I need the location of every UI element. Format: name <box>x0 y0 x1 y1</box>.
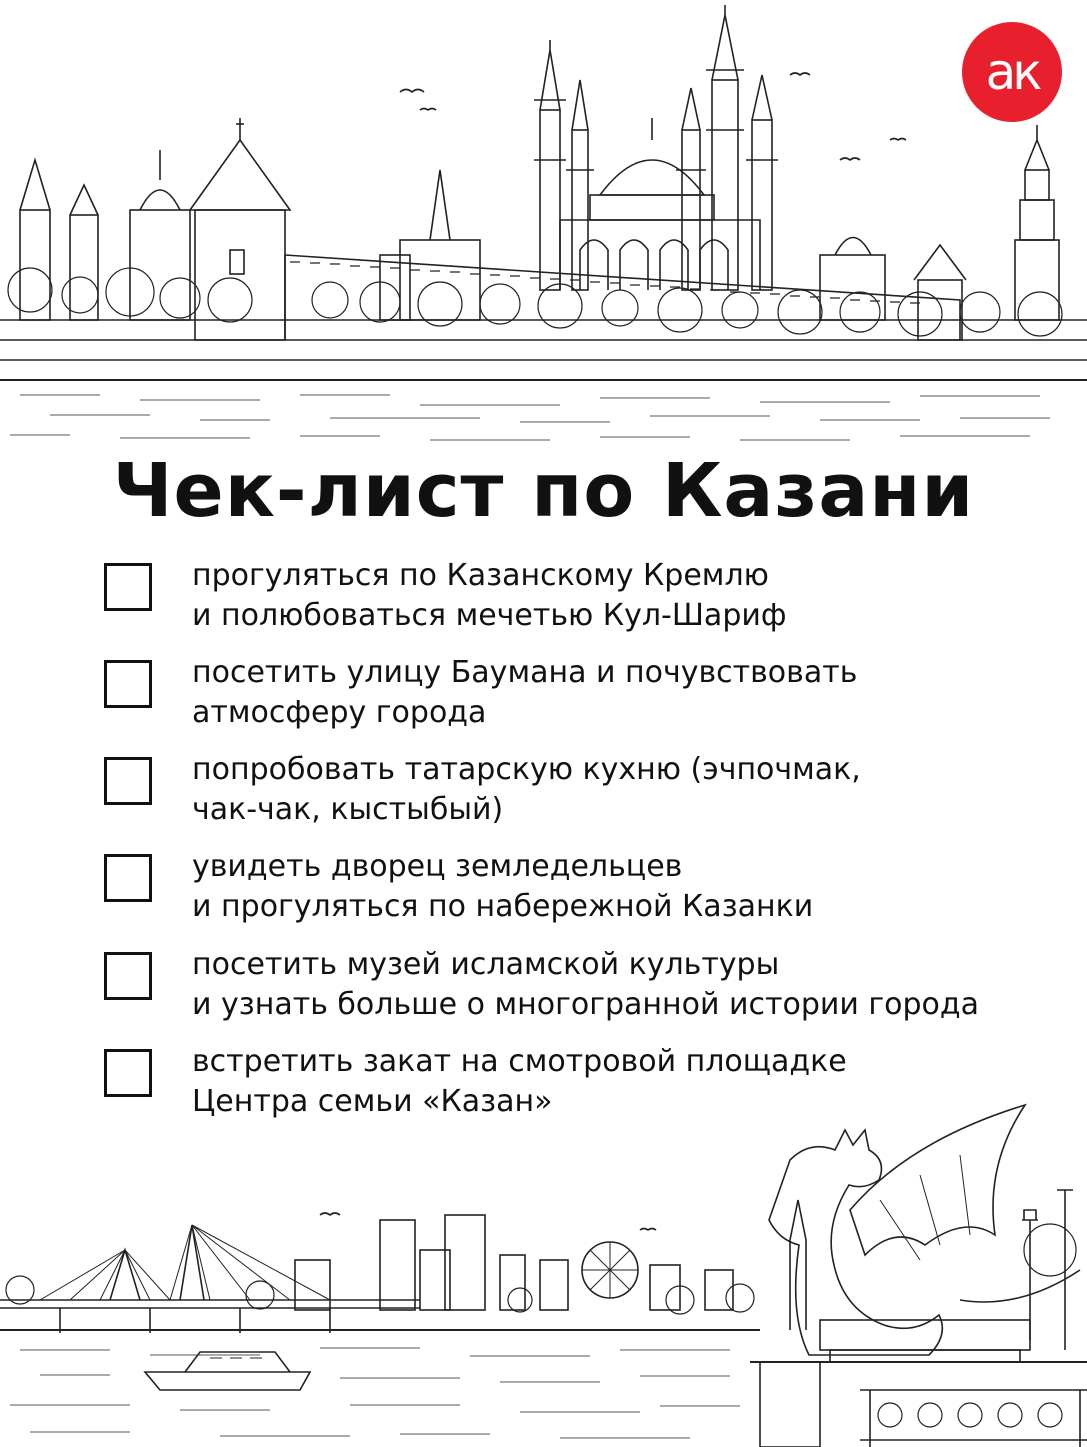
checklist-item-line: прогуляться по Казанскому Кремлю <box>192 558 769 593</box>
checklist-item-text <box>192 750 861 830</box>
checklist-item-text <box>192 653 857 733</box>
checkbox[interactable] <box>104 854 152 902</box>
kremlin-panorama-illustration <box>0 0 1087 450</box>
checklist-item-line: попробовать татарскую кухню (эчпочмак, <box>192 752 861 787</box>
checklist-item-line: увидеть дворец земледельцев <box>192 849 683 884</box>
checklist-item-line: чак-чак, кыстыбый) <box>192 792 504 827</box>
checklist-item-line: Центра семьи «Казан» <box>192 1084 553 1119</box>
checklist-item <box>100 851 1060 941</box>
checklist-item-text <box>192 945 979 1025</box>
checklist-item-text <box>192 556 787 636</box>
checkbox[interactable] <box>104 660 152 708</box>
checklist-item-line: посетить улицу Баумана и почувствовать <box>192 655 858 690</box>
checklist-item <box>100 657 1060 747</box>
checkbox[interactable] <box>104 757 152 805</box>
checklist-item <box>100 949 1060 1039</box>
checklist-item-line: встретить закат на смотровой площадке <box>192 1044 847 1079</box>
checkbox[interactable] <box>104 563 152 611</box>
checklist-item-line: и узнать больше о многогранной истории города <box>192 987 980 1022</box>
dragon-embankment-illustration <box>0 1100 1087 1447</box>
checklist-item-line: и прогуляться по набережной Казанки <box>192 889 814 924</box>
checkbox[interactable] <box>104 1049 152 1097</box>
checklist-item-line: посетить музей исламской культуры <box>192 947 780 982</box>
ak-logo-icon: ак <box>962 22 1062 122</box>
checkbox[interactable] <box>104 952 152 1000</box>
checklist-item <box>100 754 1060 844</box>
checklist-item-line: атмосферу города <box>192 695 487 730</box>
page-title: Чек-лист по Казани <box>112 448 975 534</box>
checklist-item <box>100 560 1060 650</box>
checklist-item-line: и полюбоваться мечетью Кул-Шариф <box>192 598 787 633</box>
checklist-item-text <box>192 847 813 927</box>
